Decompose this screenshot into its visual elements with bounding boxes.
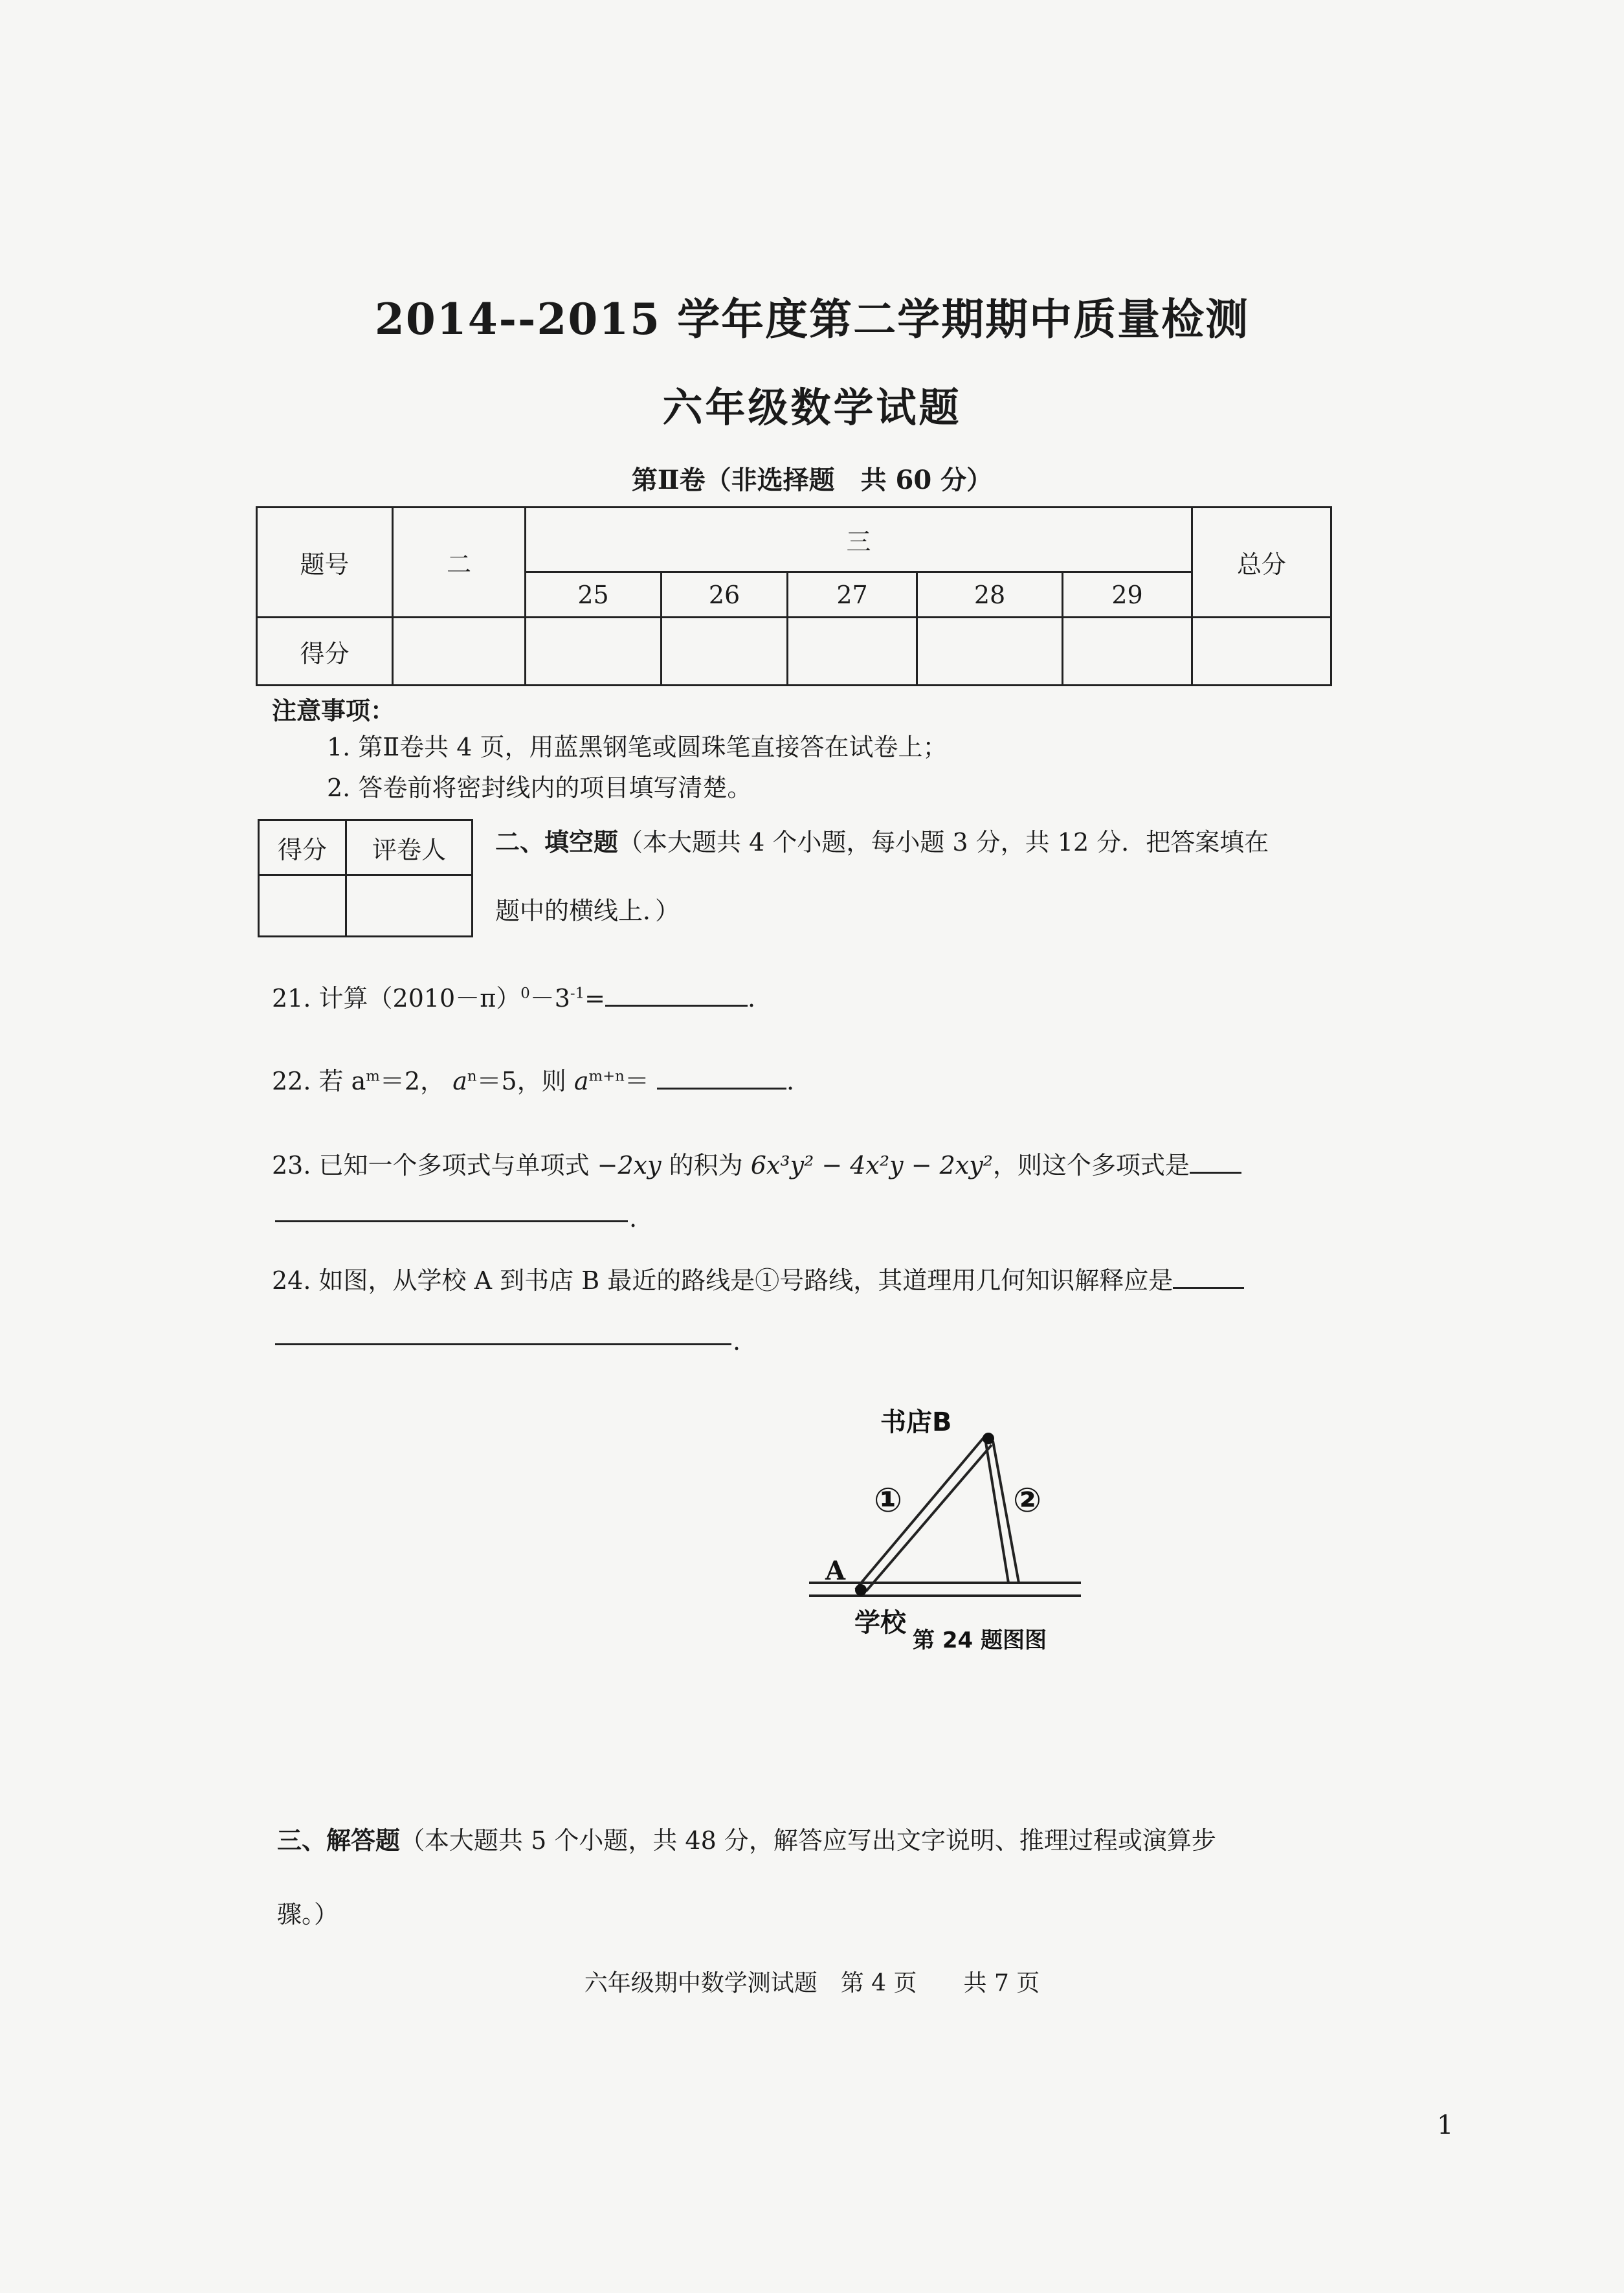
score-cell xyxy=(393,618,526,686)
question-29-header: 29 xyxy=(1063,572,1192,618)
answer-blank[interactable] xyxy=(1173,1261,1244,1289)
question-28-header: 28 xyxy=(917,572,1063,618)
question-text: 的积为 xyxy=(669,1151,743,1180)
page-footer: 六年级期中数学测试题 第 4 页 共 7 页 xyxy=(584,1970,1040,1997)
label-school: 学校 xyxy=(854,1608,906,1638)
exam-subtitle: 六年级数学试题 xyxy=(662,384,962,431)
question-text: 已知一个多项式与单项式 xyxy=(318,1151,590,1180)
note-item: 2. 答卷前将密封线内的项目填写清楚。 xyxy=(327,774,752,802)
question-24 xyxy=(272,1261,1244,1296)
score-cell xyxy=(662,618,788,686)
question-text: 计算（2010－π） xyxy=(318,984,521,1012)
label-route-1: ① xyxy=(874,1481,903,1520)
page-number: 1 xyxy=(1437,2110,1454,2140)
point-a xyxy=(855,1584,867,1596)
exponent: n xyxy=(467,1068,477,1085)
question-number-label: 题号 xyxy=(257,508,393,618)
grader-name-label: 评卷人 xyxy=(346,820,473,875)
question-text: ，则这个多项式是 xyxy=(992,1151,1190,1180)
question-text: ＝2， xyxy=(379,1067,445,1095)
point-b xyxy=(983,1433,994,1444)
question-23 xyxy=(272,1146,1241,1181)
answer-blank[interactable] xyxy=(657,1062,786,1090)
answer-blank[interactable] xyxy=(1190,1146,1241,1174)
answer-blank[interactable] xyxy=(275,1343,731,1345)
note-item: 1. 第Ⅱ卷共 4 页，用蓝黑钢笔或圆珠笔直接答在试卷上； xyxy=(327,733,948,761)
exam-title: 2014--2015 学年度第二学期期中质量检测 xyxy=(374,294,1250,344)
period-mark: . xyxy=(629,1204,638,1233)
question-text: －3 xyxy=(529,984,570,1012)
question-27-header: 27 xyxy=(788,572,917,618)
score-cell xyxy=(526,618,662,686)
question-25-header: 25 xyxy=(526,572,662,618)
question-text: ＝5，则 xyxy=(476,1067,566,1095)
question-21: 21. 计算$(2010-\pi)^0-3^{-1}=$ . xyxy=(272,979,755,1014)
section-two-line2: 题中的横线上．） xyxy=(495,897,680,925)
question-number: 21. xyxy=(272,984,311,1012)
paper-part-heading: 第Ⅱ卷（非选择题 共 60 分） xyxy=(631,465,993,495)
section-two-label: 二、填空题 xyxy=(495,827,619,856)
variable: a xyxy=(573,1067,589,1095)
question-text: = xyxy=(584,984,605,1012)
label-route-2: ② xyxy=(1013,1481,1042,1520)
section-three-description: （本大题共 5 个小题，共 48 分，解答应写出文字说明、推理过程或演算步 xyxy=(400,1826,1216,1855)
score-table xyxy=(256,506,1332,686)
grader-score-label: 得分 xyxy=(259,820,346,875)
section-two-header: 二 xyxy=(393,508,526,618)
total-score-header: 总分 xyxy=(1192,508,1331,618)
question-26-header: 26 xyxy=(662,572,788,618)
label-bookstore-b: 书店B xyxy=(880,1407,952,1437)
score-row-label: 得分 xyxy=(257,618,393,686)
grader-name-cell xyxy=(346,875,473,937)
question-text: 若 a xyxy=(318,1067,366,1095)
grader-table xyxy=(258,819,473,937)
exponent: m+n xyxy=(588,1068,625,1085)
exponent: m xyxy=(366,1068,380,1085)
exponent: -1 xyxy=(570,985,585,1002)
score-cell xyxy=(1192,618,1331,686)
period-mark: . xyxy=(733,1327,741,1356)
section-three-line2: 骤。） xyxy=(277,1900,339,1929)
question-text: ＝ xyxy=(624,1067,649,1095)
label-a: A xyxy=(825,1556,846,1586)
question-number: 22. xyxy=(272,1067,311,1095)
answer-blank[interactable] xyxy=(605,979,748,1007)
grader-score-cell xyxy=(259,875,346,937)
question-text: 如图，从学校 A 到书店 B 最近的路线是①号路线，其道理用几何知识解释应是 xyxy=(318,1266,1174,1295)
notes-heading: 注意事项： xyxy=(272,696,395,725)
variable: a xyxy=(452,1067,467,1095)
exponent: 0 xyxy=(520,985,530,1002)
route-diagram xyxy=(796,1398,1120,1664)
figure-caption: 第 24 题图图 xyxy=(913,1627,1047,1653)
question-22: 22. 若 $a^m=2$， $a^n=5$，则 $a^{m+n}=$ . xyxy=(272,1062,794,1097)
score-cell xyxy=(1063,618,1192,686)
section-two-description: （本大题共 4 个小题，每小题 3 分，共 12 分．把答案填在 xyxy=(618,828,1269,856)
section-two-line1 xyxy=(495,827,1269,858)
section-three-label: 三、解答题 xyxy=(277,1826,401,1855)
answer-blank[interactable] xyxy=(275,1220,628,1222)
question-number: 23. xyxy=(272,1151,311,1180)
section-three-header: 三 xyxy=(526,508,1192,572)
section-three-line1 xyxy=(277,1826,1216,1856)
polynomial: 6x³y² − 4x²y − 2xy² xyxy=(750,1151,993,1180)
monomial: −2xy xyxy=(597,1151,662,1180)
question-number: 24. xyxy=(272,1266,311,1295)
score-cell xyxy=(788,618,917,686)
score-cell xyxy=(917,618,1063,686)
